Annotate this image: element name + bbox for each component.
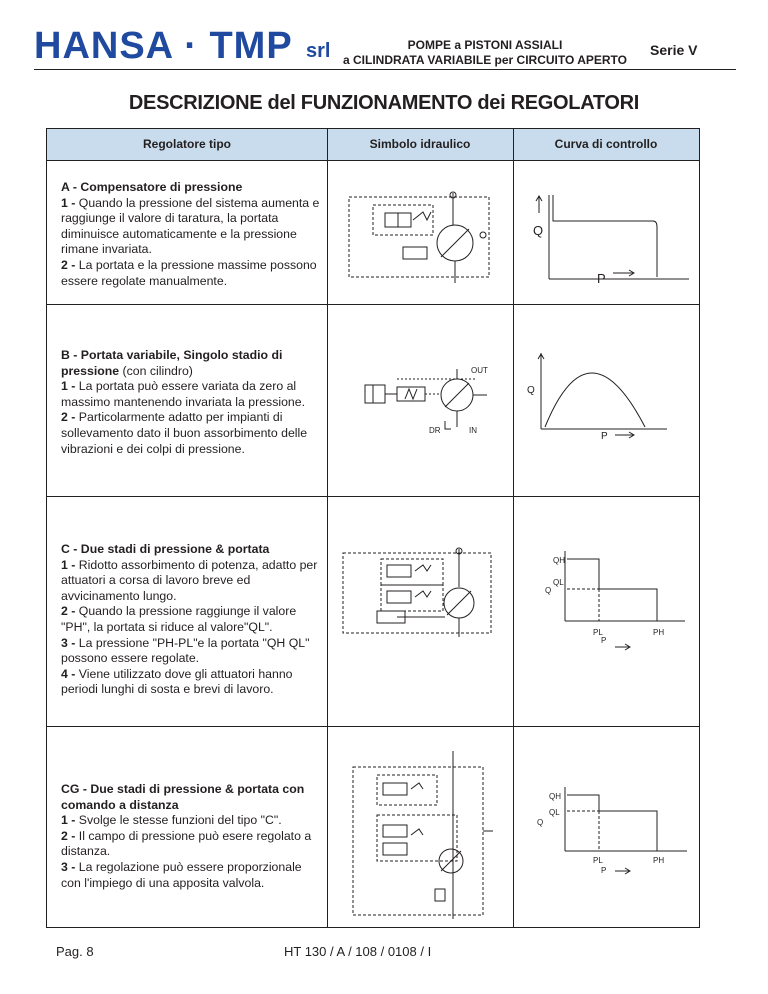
regulators-table <box>46 128 700 928</box>
curve-qh-label: QH <box>553 556 565 565</box>
page-title: DESCRIZIONE del FUNZIONAMENTO dei REGOLATORI <box>128 92 640 114</box>
curve-ql-label: QL <box>549 808 560 817</box>
control-curve-b <box>527 349 677 441</box>
symbol-label-dr: DR <box>429 426 441 435</box>
subtitle-line-2: a CILINDRATA VARIABILE per CIRCUITO APERTO <box>342 53 627 67</box>
symbol-label-out: OUT <box>471 366 488 375</box>
row-heading-suffix: (con cilindro) <box>119 363 193 378</box>
item-text: Ridotto assorbimento di potenza, adatto per attuatori a corsa di lavoro breve ed avvicinamento lungo. <box>61 557 318 603</box>
hydraulic-symbol-a <box>343 191 503 287</box>
item-number: 1 - <box>61 195 76 210</box>
curve-q-label: Q <box>527 385 535 396</box>
item-text: La portata può essere variata da zero al massimo mantenendo invariata la pressione. <box>61 379 306 409</box>
brand-suffix: srl <box>306 40 331 62</box>
item-number: 2 - <box>61 604 76 619</box>
table-header <box>47 129 699 161</box>
curve-p-label: P <box>601 431 608 441</box>
column-header-curve: Curva di controllo <box>554 137 658 151</box>
item-number: 2 - <box>61 257 76 272</box>
curve-q-label: Q <box>533 223 544 238</box>
item-text: Quando la pressione raggiunge il valore "PH", la portata si riduce al valore"QL". <box>61 604 297 634</box>
curve-q-label: Q <box>537 818 544 827</box>
control-curve-c <box>527 549 697 653</box>
item-text: La regolazione può essere proporzionale con l'impiego di una apposita valvola. <box>61 859 302 890</box>
item-number: 4 - <box>61 666 76 681</box>
curve-p-label: P <box>597 271 606 286</box>
control-curve-a <box>529 187 695 287</box>
page-number: Pag. 8 <box>56 944 94 959</box>
item-text: Il campo di pressione può esere regolato a distanza. <box>61 828 312 859</box>
subtitle-line-1: POMPE a PISTONI ASSIALI <box>407 38 563 52</box>
item-text: Viene utilizzato dove gli attuatori hanno periodi lunghi di sosta e brevi di lavoro. <box>61 666 293 697</box>
curve-qh-label: QH <box>549 792 561 801</box>
hydraulic-symbol-c <box>337 547 507 639</box>
curve-p-label: P <box>601 636 607 645</box>
curve-ph-label: PH <box>653 628 665 637</box>
row-heading: B - Portata variabile, Singolo stadio di pressione <box>61 348 283 378</box>
row-divider <box>47 496 699 497</box>
item-number: 3 - <box>61 859 76 874</box>
column-divider <box>327 129 328 927</box>
symbol-label-in: IN <box>469 426 477 435</box>
hydraulic-symbol-cg <box>343 749 503 921</box>
series-label: Serie V <box>650 42 698 58</box>
curve-p-label: P <box>601 866 607 875</box>
curve-pl-label: PL <box>593 856 603 865</box>
item-text: La pressione "PH-PL"e la portata "QH QL" possono essere regolate. <box>61 635 310 666</box>
curve-pl-label: PL <box>593 628 603 637</box>
item-number: 1 - <box>61 379 76 394</box>
item-number: 3 - <box>61 635 76 650</box>
row-divider <box>47 726 699 727</box>
item-number: 2 - <box>61 410 76 425</box>
item-number: 2 - <box>61 828 76 843</box>
item-text: Particolarmente adatto per impianti di sollevamento dato il buon assorbimento delle vibrazioni e dei colpi di pressione. <box>61 410 308 456</box>
table-row-cg-description <box>61 782 323 891</box>
table-row-b-description <box>61 348 323 457</box>
document-subtitle <box>330 38 640 68</box>
curve-q-label: Q <box>545 586 552 595</box>
item-number: 1 - <box>61 557 76 572</box>
brand-logo: HANSA · TMP <box>34 25 293 67</box>
row-heading: C - Due stadi di pressione & portata <box>61 542 270 556</box>
column-divider <box>513 129 514 927</box>
document-code: HT 130 / A / 108 / 0108 / I <box>284 944 432 959</box>
header-divider <box>34 69 736 70</box>
column-header-type: Regolatore tipo <box>142 137 231 151</box>
item-text: Svolge le stesse funzioni del tipo "C". <box>75 813 282 828</box>
item-text: Quando la pressione del sistema aumenta e raggiunge il valore di taratura, la portata diminuisce automaticamente e la pressione rimane invariata. <box>61 195 320 257</box>
table-row-c-description <box>61 542 323 698</box>
item-text: La portata e la pressione massime possono essere regolate manualmente. <box>61 257 317 288</box>
column-header-symbol: Simbolo idraulico <box>369 137 471 151</box>
hydraulic-symbol-b <box>357 359 507 439</box>
table-row-a-description <box>61 180 323 289</box>
item-number: 1 - <box>61 813 76 828</box>
row-heading: A - Compensatore di pressione <box>61 180 243 194</box>
curve-ph-label: PH <box>653 856 665 865</box>
control-curve-cg <box>527 785 697 897</box>
row-heading: CG - Due stadi di pressione & portata con comando a distanza <box>61 782 305 812</box>
curve-ql-label: QL <box>553 578 564 587</box>
row-divider <box>47 304 699 305</box>
